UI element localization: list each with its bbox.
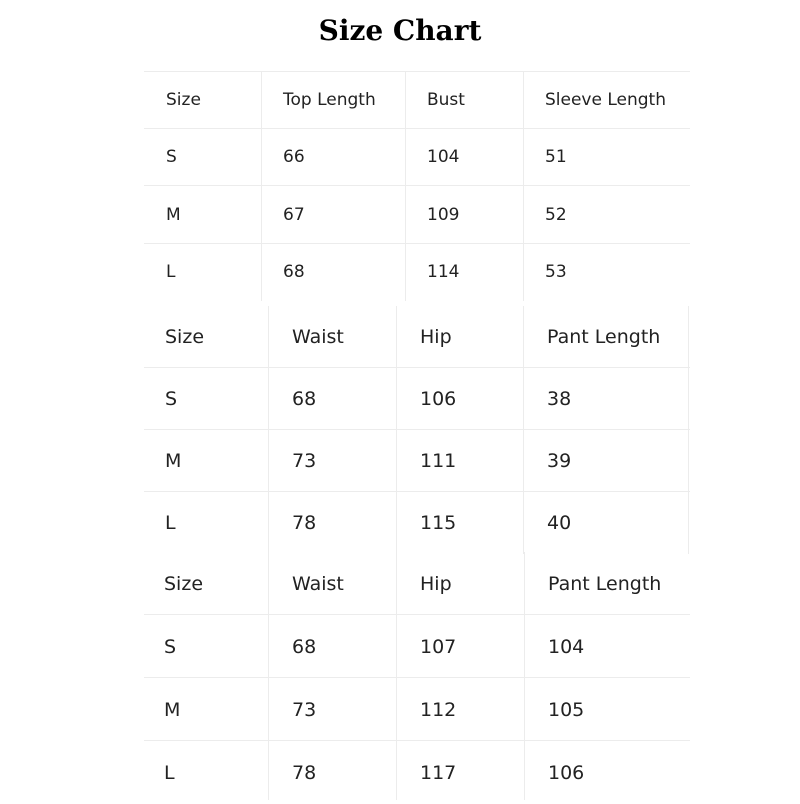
table-cell: 114: [427, 262, 460, 283]
table-row: [144, 615, 690, 678]
table-cell: S: [165, 388, 178, 410]
table-cell: 68: [283, 262, 305, 283]
table-cell: 51: [545, 147, 567, 168]
size-table-pants-2: [144, 552, 690, 800]
table-cell: M: [166, 204, 181, 225]
table-row: [144, 492, 690, 554]
table-row: [144, 129, 690, 187]
table-cell: M: [164, 698, 181, 721]
header-cell: Waist: [292, 326, 344, 348]
table-cell: 106: [420, 388, 457, 410]
header-cell: Hip: [420, 326, 452, 348]
table-cell: 112: [420, 698, 457, 721]
header-cell: Pant Length: [547, 326, 661, 348]
size-table-pants-1: [144, 306, 690, 554]
header-cell: Pant Length: [548, 572, 662, 595]
table-row: [144, 186, 690, 244]
table-cell: 53: [545, 262, 567, 283]
header-cell: Sleeve Length: [545, 89, 666, 110]
table-cell: 40: [547, 512, 572, 534]
table-cell: 104: [548, 635, 585, 658]
table-cell: 107: [420, 635, 457, 658]
table-cell: 52: [545, 204, 567, 225]
table-row: [144, 430, 690, 492]
table-cell: 66: [283, 147, 305, 168]
page-title: Size Chart: [318, 14, 482, 47]
header-cell: Top Length: [283, 89, 376, 110]
table-cell: 73: [292, 698, 317, 721]
table-cell: M: [165, 450, 182, 472]
table-cell: 104: [427, 147, 460, 168]
table-cell: 111: [420, 450, 457, 472]
table-row: [144, 678, 690, 741]
table-header-row: [144, 71, 690, 129]
header-cell: Waist: [292, 572, 344, 595]
table-cell: 67: [283, 204, 305, 225]
table-cell: 68: [292, 388, 317, 410]
table-cell: 38: [547, 388, 572, 410]
header-cell: Bust: [427, 89, 465, 110]
table-row: [144, 368, 690, 430]
table-cell: 106: [548, 761, 585, 784]
table-cell: L: [166, 262, 176, 283]
table-row: [144, 741, 690, 804]
table-cell: 109: [427, 204, 460, 225]
table-cell: 105: [548, 698, 585, 721]
size-table-top: [144, 71, 690, 301]
table-cell: L: [164, 761, 175, 784]
table-cell: 39: [547, 450, 572, 472]
table-cell: L: [165, 512, 176, 534]
table-cell: 73: [292, 450, 317, 472]
header-cell: Size: [166, 89, 201, 110]
table-header-row: [144, 306, 690, 368]
header-cell: Size: [165, 326, 205, 348]
header-cell: Size: [164, 572, 204, 595]
table-cell: 115: [420, 512, 457, 534]
table-cell: 68: [292, 635, 317, 658]
table-cell: 117: [420, 761, 457, 784]
table-cell: 78: [292, 512, 317, 534]
table-header-row: [144, 552, 690, 615]
table-row: [144, 244, 690, 302]
table-cell: 78: [292, 761, 317, 784]
table-cell: S: [166, 147, 177, 168]
table-cell: S: [164, 635, 177, 658]
header-cell: Hip: [420, 572, 452, 595]
